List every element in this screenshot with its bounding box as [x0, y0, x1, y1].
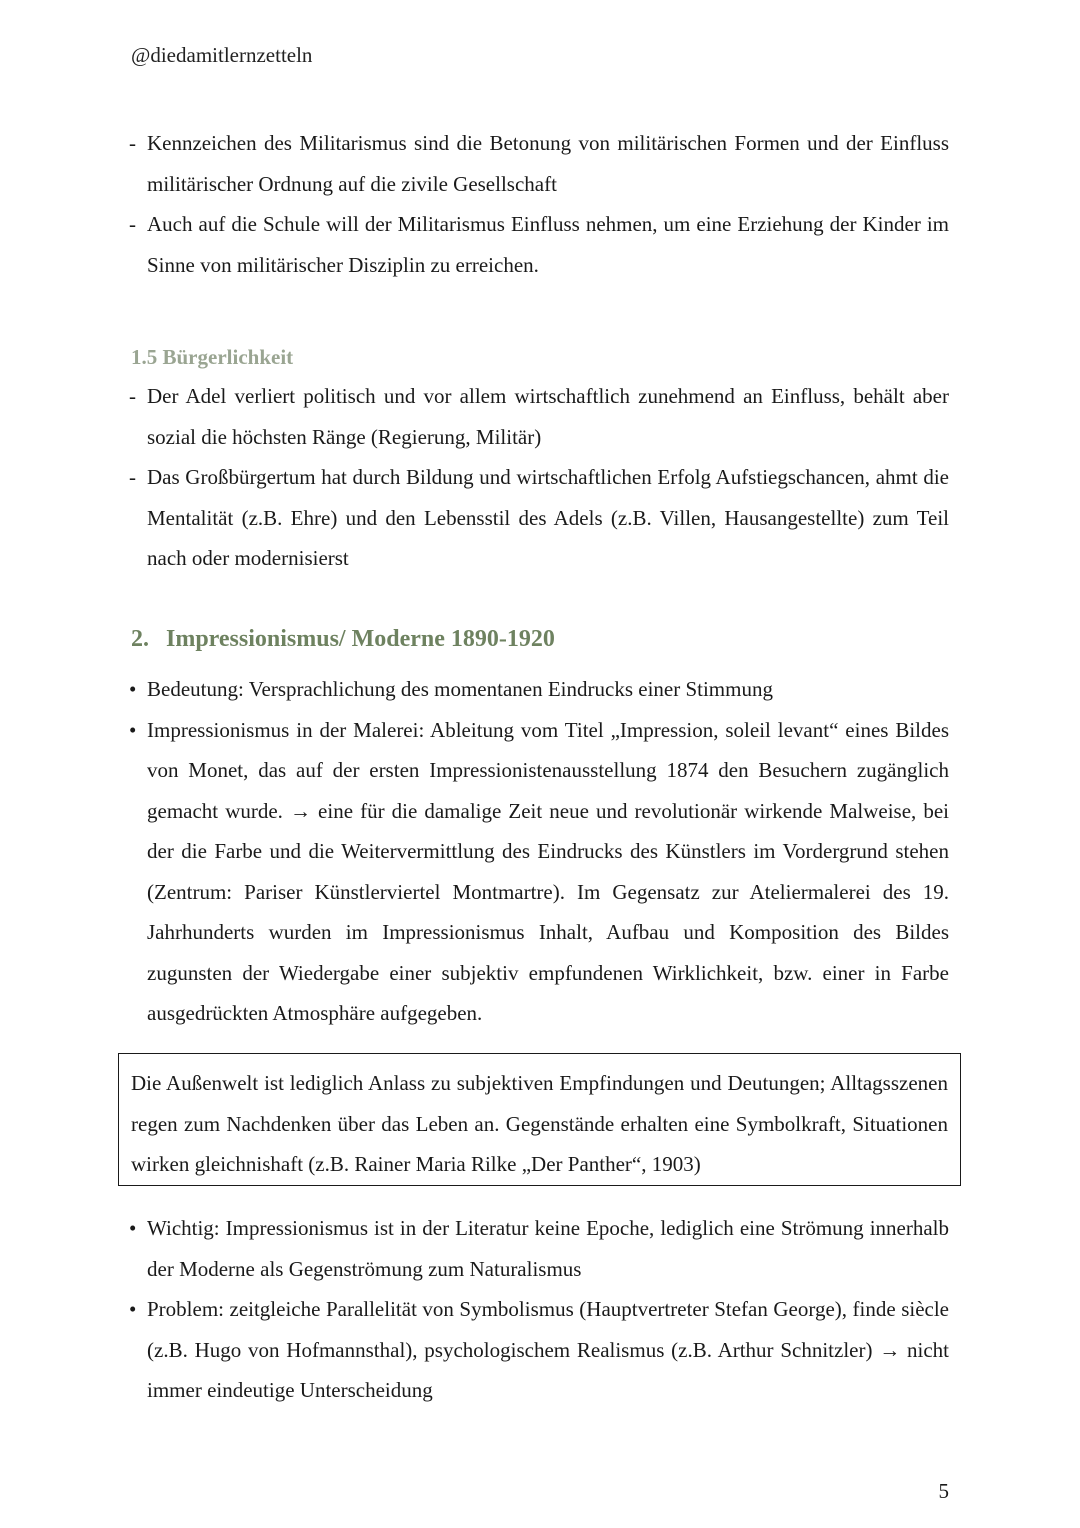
- list-item: [0, 204, 1080, 285]
- list-item-text: Wichtig: Impressionismus ist in der Literatur keine Epoche, lediglich eine Strömung innerhalb der Moderne als Gegenströmung zum Naturalismus: [147, 1216, 949, 1281]
- impressionismus-notes-list: [0, 1208, 1080, 1411]
- dash-marker: -: [129, 465, 136, 489]
- section-title: Impressionismus/ Moderne 1890-1920: [166, 626, 555, 652]
- dash-marker: -: [129, 212, 136, 236]
- section-heading-buergerlichkeit: 1.5 Bürgerlichkeit: [131, 345, 294, 369]
- bullet-marker: •: [129, 717, 137, 742]
- list-item-text: Bedeutung: Versprachlichung des momentanen Eindrucks einer Stimmung: [147, 677, 773, 701]
- list-item: [0, 669, 1080, 710]
- bullet-marker: •: [129, 1216, 137, 1240]
- impressionismus-list: [0, 669, 1080, 1034]
- page-number: 5: [938, 1479, 949, 1503]
- highlight-box: [118, 1053, 961, 1186]
- list-item: [0, 1289, 1080, 1411]
- list-item: [0, 457, 1080, 579]
- list-item-text: Kennzeichen des Militarismus sind die Betonung von militärischen Formen und der Einfluss militärischer Ordnung auf die zivile Gesellschaft: [147, 131, 949, 196]
- buergerlichkeit-list: [0, 376, 1080, 579]
- list-item-text: Auch auf die Schule will der Militarismus Einfluss nehmen, um eine Erziehung der Kinder im Sinne von militärischer Disziplin zu erreichen.: [147, 212, 949, 277]
- list-item: [0, 710, 1080, 1034]
- list-item-text: Das Großbürgertum hat durch Bildung und wirtschaftlichen Erfolg Aufstiegschancen, ahmt die Mentalität (z.B. Ehre) und den Lebensstil des Adels (z.B. Villen, Hausangestellte) zum Teil nach oder modernisierst: [147, 465, 949, 570]
- list-item-text: Problem: zeitgleiche Parallelität von Symbolismus (Hauptvertreter Stefan George), finde siècle (z.B. Hugo von Hofmannsthal), psychologischem Realismus (z.B. Arthur Schnitzler) → nicht immer eindeutige Unterscheidung: [147, 1297, 949, 1402]
- author-handle: @diedamitlernzetteln: [131, 43, 313, 67]
- list-item: [0, 376, 1080, 457]
- list-item: [0, 1208, 1080, 1289]
- list-item-text: Impressionismus in der Malerei: Ableitung vom Titel „Impression, soleil levant“ eines Bildes von Monet, das auf der ersten Impressionistenausstellung 1874 den Besuchern zugänglich gemacht wurde. → eine für die damalige Zeit neue und revolutionär wirkende Malweise, bei der die Farbe und die Weitervermittlung des Eindrucks des Künstlers im Vordergrund stehen (Zentrum: Pariser Künstlerviertel Montmartre). Im Gegensatz zur Ateliermalerei des 19. Jahrhunderts wurden im Impressionismus Inhalt, Aufbau und Komposition des Bildes zugunsten der Wiedergabe einer subjektiv empfundenen Wirklichkeit, bzw. einer in Farbe ausgedrückten Atmosphäre aufgegeben.: [147, 717, 949, 1025]
- section-heading-impressionismus: [131, 622, 555, 656]
- bullet-marker: •: [129, 677, 137, 701]
- militarism-list: [0, 123, 1080, 285]
- bullet-marker: •: [129, 1297, 137, 1321]
- dash-marker: -: [129, 384, 136, 408]
- list-item: [0, 123, 1080, 204]
- section-number: 2.: [131, 626, 149, 652]
- list-item-text: Der Adel verliert politisch und vor allem wirtschaftlich zunehmend an Einfluss, behält aber sozial die höchsten Ränge (Regierung, Militär): [147, 384, 949, 449]
- box-text: Die Außenwelt ist lediglich Anlass zu subjektiven Empfindungen und Deutungen; Alltagsszenen regen zum Nachdenken über das Leben an. Gegenstände erhalten eine Symbolkraft, Situationen wirken gleichnishaft (z.B. Rainer Maria Rilke „Der Panther“, 1903): [131, 1071, 948, 1176]
- dash-marker: -: [129, 131, 136, 155]
